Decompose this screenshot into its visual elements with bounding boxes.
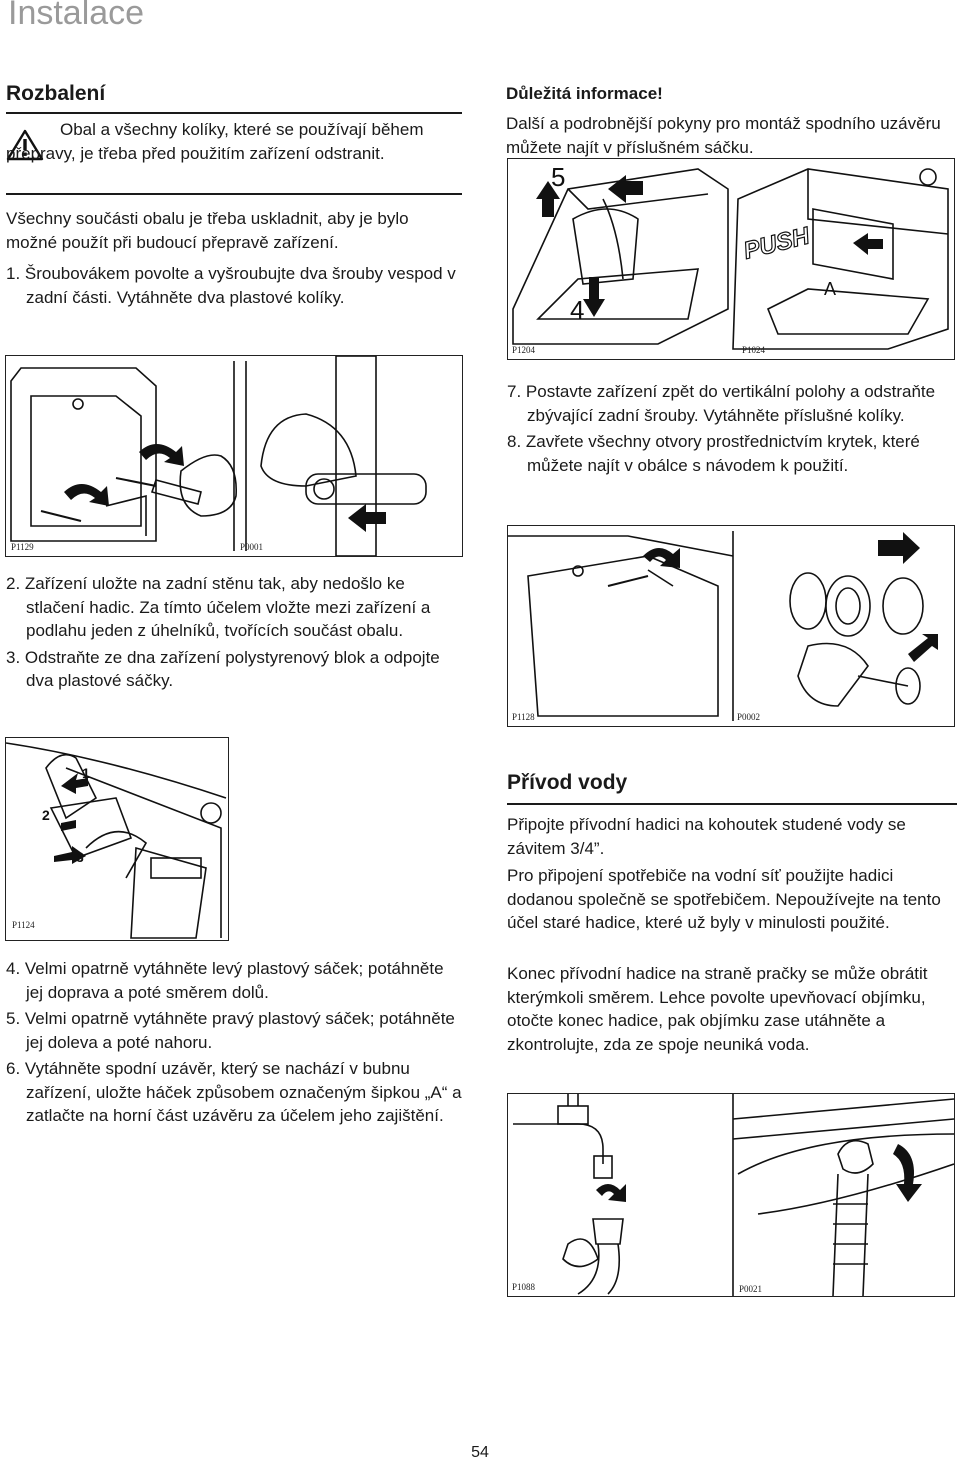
section-title-water-supply: Přívod vody	[507, 771, 628, 794]
figure-code: P1024	[742, 345, 766, 355]
list-item: 8. Zavřete všechny otvory prostřednictvím krytek, které můžete najít v obálce s návodem k použití.	[507, 432, 920, 475]
list-item: 2. Zařízení uložte na zadní stěnu tak, aby nedošlo ke stlačení hadic. Za tímto účelem vložte mezi zařízení a podlahu jeden z úhelníků, tvořících součást obalu.	[6, 574, 431, 640]
water-paragraph-2: Pro připojení spotřebiče na vodní síť použijte hadici dodanou společně se spotřebičem. Nepoužívejte na tento účel staré hadice, které už byly v minulosti použité.	[507, 866, 941, 932]
list-item: 5. Velmi opatrně vytáhněte pravý plastový sáček; potáhněte jej doleva a poté nahoru.	[6, 1009, 455, 1052]
steps-2-3-list	[6, 572, 462, 696]
section-title-unpacking: Rozbalení	[6, 82, 106, 105]
figure-polystyrene-block	[5, 737, 229, 941]
warning-rule	[6, 193, 462, 195]
list-item: 3. Odstraňte ze dna zařízení polystyrenový blok a odpojte dva plastové sáčky.	[6, 647, 440, 690]
figure-code: P1129	[11, 542, 34, 552]
figure-label: A	[824, 279, 837, 299]
important-text: Další a podrobnější pokyny pro montáž spodního uzávěru můžete najít v příslušném sáčku.	[506, 114, 941, 157]
figure-label: 5	[551, 162, 566, 192]
steps-4-6-list	[6, 957, 462, 1131]
water-paragraph-1: Připojte přívodní hadici na kohoutek studené vody se závitem 3/4”.	[507, 815, 906, 858]
list-item: 1. Šroubovákem povolte a vyšroubujte dva šrouby vespod v zadní části. Vytáhněte dva plastové kolíky.	[6, 264, 456, 307]
figure-label: 2	[42, 807, 50, 823]
figure-label: 1	[82, 765, 90, 781]
important-title: Důležitá informace!	[506, 84, 663, 103]
list-item: 4. Velmi opatrně vytáhněte levý plastový sáček; potáhněte jej doprava a poté směrem dolů.	[6, 959, 444, 1002]
figure-hose-connection	[507, 1093, 955, 1297]
unpacking-intro: Všechny součásti obalu je třeba uskladnit, aby je bylo možné použít při budoucí přepravě zařízení.	[6, 209, 409, 252]
figure-code: P1088	[512, 1282, 536, 1292]
steps-1-list	[6, 262, 462, 312]
figure-screws-removal	[5, 355, 463, 557]
list-item: 6. Vytáhněte spodní uzávěr, který se nachází v bubnu zařízení, uložte háček způsobem označeným šipkou „A“ a zatlačte na horní část uzávěru za účelem jeho zajištění.	[6, 1059, 462, 1125]
figure-code: P1124	[12, 920, 35, 930]
figure-label: PUSH	[740, 222, 813, 265]
page-title: Instalace	[8, 0, 145, 32]
figure-code: P0021	[739, 1284, 763, 1294]
water-paragraph-3: Konec přívodní hadice na straně pračky se může obrátit kterýmkoli směrem. Lehce povolte upevňovací objímku, otočte konec hadice, pak objímku zase utáhněte a zkontrolujte, zda ze spoje neuniká voda.	[507, 964, 928, 1054]
figure-code: P1128	[512, 712, 535, 722]
list-item: 7. Postavte zařízení zpět do vertikální polohy a odstraňte zbývající zadní šrouby. Vytáhněte příslušné kolíky.	[507, 382, 936, 425]
steps-7-8-list	[507, 380, 957, 480]
figure-label: 4	[570, 295, 585, 325]
figure-code: P0001	[240, 542, 264, 552]
figure-label: 3	[76, 849, 84, 865]
figure-code: P1204	[512, 345, 536, 355]
page-number: 54	[471, 1444, 489, 1461]
figure-code: P0002	[737, 712, 761, 722]
section-rule	[6, 112, 462, 114]
warning-text: Obal a všechny kolíky, které se používají během přepravy, je třeba před použitím zařízení odstranit.	[6, 120, 424, 163]
figure-bottom-cover	[507, 158, 955, 360]
section-rule	[507, 803, 957, 805]
figure-caps	[507, 525, 955, 727]
